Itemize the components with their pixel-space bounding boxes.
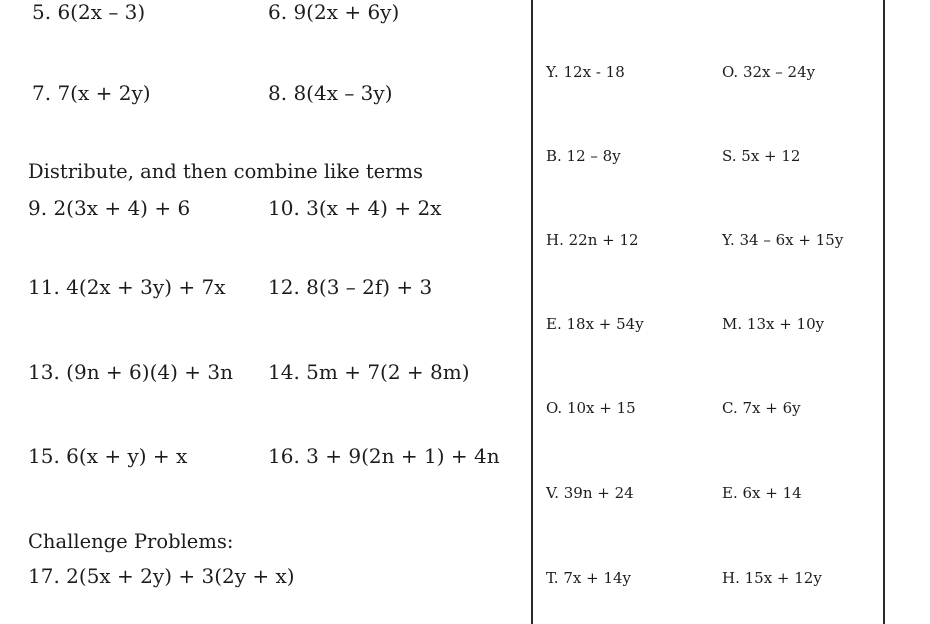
answer-s-5x-12: S. 5x + 12 — [722, 147, 801, 165]
answer-bank-box — [531, 0, 885, 624]
answer-e-6x-14: E. 6x + 14 — [722, 484, 802, 502]
section-heading-challenge: Challenge Problems: — [28, 530, 234, 553]
answer-c-7x-6y: C. 7x + 6y — [722, 399, 801, 417]
problem-11: 11. 4(2x + 3y) + 7x — [28, 275, 226, 299]
problem-8: 8. 8(4x – 3y) — [268, 81, 393, 105]
problem-16: 16. 3 + 9(2n + 1) + 4n — [268, 444, 500, 468]
answer-o-32x-24y: O. 32x – 24y — [722, 63, 816, 81]
answer-o-10x-15: O. 10x + 15 — [546, 399, 636, 417]
section-heading-distribute: Distribute, and then combine like terms — [28, 160, 424, 183]
problem-15: 15. 6(x + y) + x — [28, 444, 188, 468]
answer-h-15x-12y: H. 15x + 12y — [722, 569, 822, 587]
answer-v-39n-24: V. 39n + 24 — [546, 484, 634, 502]
problem-17: 17. 2(5x + 2y) + 3(2y + x) — [28, 564, 295, 588]
answer-b-12-8y: B. 12 – 8y — [546, 147, 621, 165]
problem-5: 5. 6(2x – 3) — [32, 0, 146, 24]
answer-t-7x-14y: T. 7x + 14y — [546, 569, 632, 587]
answer-y-34-6x-15y: Y. 34 – 6x + 15y — [722, 231, 844, 249]
answer-y-12x-18: Y. 12x - 18 — [546, 63, 625, 81]
problem-6: 6. 9(2x + 6y) — [268, 0, 400, 24]
answer-e-18x-54y: E. 18x + 54y — [546, 315, 644, 333]
problem-14: 14. 5m + 7(2 + 8m) — [268, 360, 470, 384]
problem-13: 13. (9n + 6)(4) + 3n — [28, 360, 233, 384]
answer-h-22n-12: H. 22n + 12 — [546, 231, 639, 249]
answer-m-13x-10y: M. 13x + 10y — [722, 315, 825, 333]
problem-7: 7. 7(x + 2y) — [32, 81, 151, 105]
problem-9: 9. 2(3x + 4) + 6 — [28, 196, 191, 220]
problem-10: 10. 3(x + 4) + 2x — [268, 196, 442, 220]
problem-12: 12. 8(3 – 2f) + 3 — [268, 275, 433, 299]
